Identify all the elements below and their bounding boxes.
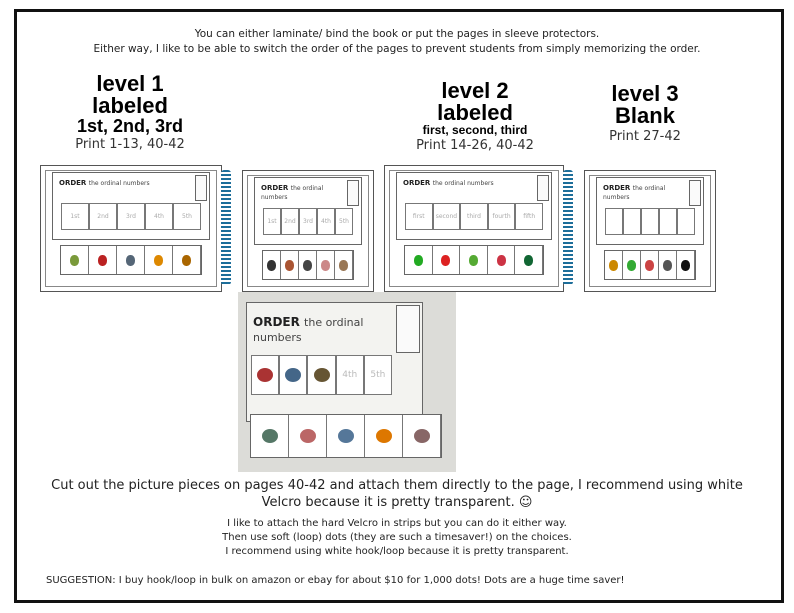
picture-icon	[524, 255, 533, 266]
answer-slot[interactable]: fourth	[488, 203, 516, 230]
card-title: ORDER the ordinal numbers	[261, 184, 324, 201]
picture-piece[interactable]	[659, 251, 677, 279]
answer-slot[interactable]: 5th	[335, 208, 353, 235]
level-title: level 2	[441, 78, 509, 103]
picture-piece[interactable]	[677, 251, 695, 279]
suggestion-text: SUGGESTION: I buy hook/loop in bulk on amazon or ebay for about $10 for 1,000 dots! Dots are a huge time saver!	[46, 575, 625, 586]
picture-piece[interactable]	[61, 246, 89, 274]
level-2-heading	[375, 80, 575, 152]
level-sub: labeled	[437, 100, 513, 125]
photo-order-card	[246, 302, 423, 422]
picture-icon	[414, 429, 430, 443]
picture-piece[interactable]	[263, 251, 281, 279]
answer-slot[interactable]	[641, 208, 659, 235]
card-title: ORDER the ordinal numbers	[403, 179, 494, 187]
picture-piece[interactable]	[403, 415, 441, 457]
picture-icon	[182, 255, 191, 266]
answer-slot[interactable]: 3rd	[117, 203, 145, 230]
picture-piece[interactable]	[251, 415, 289, 457]
answer-slot[interactable]: 4th	[145, 203, 173, 230]
picture-piece[interactable]	[173, 246, 201, 274]
picture-pieces	[404, 245, 544, 275]
answer-key	[195, 175, 207, 201]
picture-piece[interactable]	[623, 251, 641, 279]
picture-piece[interactable]	[365, 415, 403, 457]
level-print: Print 27-42	[609, 129, 681, 144]
answer-slot[interactable]: third	[460, 203, 488, 230]
answer-slot[interactable]: 2nd	[281, 208, 299, 235]
picture-icon	[285, 260, 294, 271]
answer-slots	[251, 355, 392, 395]
card-title: ORDER the ordinal numbers	[253, 315, 364, 344]
picture-piece[interactable]	[327, 415, 365, 457]
answer-slot[interactable]: second	[433, 203, 461, 230]
cut-instructions: Cut out the picture pieces on pages 40-42 and attach them directly to the page, I recommend using white Velcro because it is pretty transparent. ☺	[51, 478, 743, 510]
answer-key	[689, 180, 701, 206]
tip-line: I recommend using white hook/loop because it is pretty transparent.	[225, 546, 569, 557]
picture-piece[interactable]	[605, 251, 623, 279]
answer-slots	[405, 203, 543, 230]
answer-slot[interactable]	[307, 355, 335, 395]
picture-icon	[497, 255, 506, 266]
picture-piece[interactable]	[117, 246, 145, 274]
picture-icon	[126, 255, 135, 266]
answer-slots	[263, 208, 353, 235]
picture-pieces	[604, 250, 696, 280]
answer-slot[interactable]	[659, 208, 677, 235]
level-sub: Blank	[615, 103, 675, 128]
answer-slot[interactable]	[677, 208, 695, 235]
spiral-binding	[221, 170, 231, 285]
picture-piece[interactable]	[433, 246, 461, 274]
picture-icon	[267, 260, 276, 271]
answer-slot[interactable]: 5th	[173, 203, 201, 230]
answer-key	[347, 180, 359, 206]
example-photo	[238, 292, 456, 472]
order-card	[254, 177, 362, 245]
picture-icon	[98, 255, 107, 266]
picture-icon	[339, 260, 348, 271]
answer-slot[interactable]: 1st	[61, 203, 89, 230]
answer-key	[537, 175, 549, 201]
answer-slot[interactable]: fifth	[515, 203, 543, 230]
picture-icon	[303, 260, 312, 271]
level-print: Print 1-13, 40-42	[75, 137, 185, 152]
answer-slot[interactable]: 4th	[317, 208, 335, 235]
answer-key	[396, 305, 420, 353]
answer-slot[interactable]	[605, 208, 623, 235]
picture-piece[interactable]	[515, 246, 543, 274]
picture-icon	[262, 429, 278, 443]
picture-piece[interactable]	[281, 251, 299, 279]
picture-icon	[663, 260, 672, 271]
picture-icon	[681, 260, 690, 271]
picture-piece[interactable]	[641, 251, 659, 279]
tip-line: Then use soft (loop) dots (they are such a timesaver!) on the choices.	[222, 532, 572, 543]
card-title: ORDER the ordinal numbers	[59, 179, 150, 187]
level-title: level 3	[611, 81, 679, 106]
level-detail: 1st, 2nd, 3rd	[76, 116, 184, 136]
picture-piece[interactable]	[488, 246, 516, 274]
order-card	[52, 172, 210, 240]
order-card	[596, 177, 704, 245]
level-print: Print 14-26, 40-42	[416, 138, 534, 153]
answer-slots	[605, 208, 695, 235]
level-sub: labeled	[92, 93, 168, 118]
answer-slot[interactable]: 4th	[336, 355, 364, 395]
level-1-heading	[40, 73, 220, 151]
answer-slot[interactable]	[251, 355, 279, 395]
intro-text	[0, 27, 794, 57]
picture-icon	[70, 255, 79, 266]
answer-slot[interactable]: first	[405, 203, 433, 230]
picture-icon	[321, 260, 330, 271]
spiral-binding	[563, 170, 573, 285]
answer-slot[interactable]: 2nd	[89, 203, 117, 230]
level-3-heading	[590, 83, 700, 143]
answer-slot[interactable]	[279, 355, 307, 395]
picture-piece[interactable]	[460, 246, 488, 274]
picture-piece[interactable]	[289, 415, 327, 457]
picture-icon	[441, 255, 450, 266]
picture-icon	[376, 429, 392, 443]
intro-line: Either way, I like to be able to switch the order of the pages to prevent students from simply memorizing the order.	[93, 43, 701, 55]
picture-piece[interactable]	[405, 246, 433, 274]
picture-pieces	[250, 414, 442, 458]
picture-piece[interactable]	[317, 251, 335, 279]
picture-pieces	[60, 245, 202, 275]
picture-icon	[338, 429, 354, 443]
answer-slots	[61, 203, 201, 230]
picture-icon	[645, 260, 654, 271]
picture-icon	[300, 429, 316, 443]
picture-icon	[609, 260, 618, 271]
tip-line: I like to attach the hard Velcro in strips but you can do it either way.	[227, 518, 567, 529]
picture-icon	[627, 260, 636, 271]
card-title: ORDER the ordinal numbers	[603, 184, 666, 201]
level-detail: first, second, third	[422, 123, 528, 137]
level-title: level 1	[96, 71, 164, 96]
velcro-tips	[0, 517, 794, 559]
answer-slot[interactable]: 1st	[263, 208, 281, 235]
order-card	[396, 172, 552, 240]
picture-icon	[154, 255, 163, 266]
picture-icon	[469, 255, 478, 266]
picture-piece[interactable]	[335, 251, 353, 279]
answer-slot[interactable]	[623, 208, 641, 235]
answer-slot[interactable]: 3rd	[299, 208, 317, 235]
picture-piece[interactable]	[299, 251, 317, 279]
intro-line: You can either laminate/ bind the book or put the pages in sleeve protectors.	[194, 28, 600, 40]
picture-piece[interactable]	[89, 246, 117, 274]
picture-piece[interactable]	[145, 246, 173, 274]
answer-slot[interactable]: 5th	[364, 355, 392, 395]
picture-pieces	[262, 250, 354, 280]
picture-icon	[414, 255, 423, 266]
